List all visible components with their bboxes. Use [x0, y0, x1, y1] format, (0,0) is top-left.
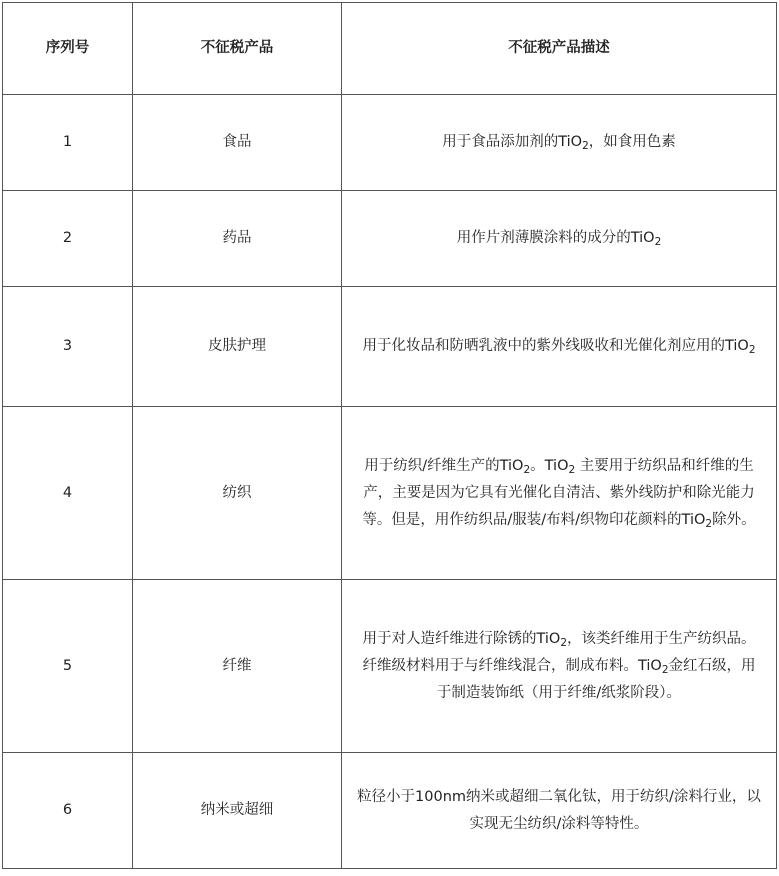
- row-description: 粒径小于100nm纳米或超细二氧化钛，用于纺织/涂料行业，以实现无尘纺织/涂料等特性。: [342, 753, 777, 869]
- row-index: 5: [3, 580, 133, 753]
- table-row: [3, 580, 777, 753]
- row-product: 纳米或超细: [133, 753, 342, 869]
- row-index: 2: [3, 191, 133, 287]
- row-description: 用于纺织/纤维生产的TiO$_2$。TiO$_2$ 主要用于纺织品和纤维的生产，主要是因为它具有光催化自清洁、紫外线防护和除光能力等。但是，用作纺织品/服装/布料/织物印花颜料的TiO$_2$除外。: [342, 407, 777, 580]
- table-header-row: [3, 3, 777, 95]
- row-product: 纤维: [133, 580, 342, 753]
- row-index: 3: [3, 287, 133, 407]
- header-product: 不征税产品: [133, 3, 342, 95]
- row-index: 4: [3, 407, 133, 580]
- table-row: [3, 287, 777, 407]
- row-description: 用于食品添加剂的TiO$_2$，如食用色素: [342, 95, 777, 191]
- table-row: [3, 191, 777, 287]
- row-index: 6: [3, 753, 133, 869]
- header-index: 序列号: [3, 3, 133, 95]
- table-row: [3, 407, 777, 580]
- table-row: [3, 95, 777, 191]
- row-description: 用作片剂薄膜涂料的成分的TiO$_2$: [342, 191, 777, 287]
- table-row: [3, 753, 777, 869]
- header-description: 不征税产品描述: [342, 3, 777, 95]
- row-product: 药品: [133, 191, 342, 287]
- product-table: [2, 2, 777, 869]
- row-description: 用于化妆品和防晒乳液中的紫外线吸收和光催化剂应用的TiO$_2$: [342, 287, 777, 407]
- row-product: 纺织: [133, 407, 342, 580]
- row-product: 食品: [133, 95, 342, 191]
- row-description: 用于对人造纤维进行除锈的TiO$_2$，该类纤维用于生产纺织品。纤维级材料用于与纤维线混合，制成布料。TiO$_2$金红石级，用于制造装饰纸（用于纤维/纸浆阶段）。: [342, 580, 777, 753]
- row-product: 皮肤护理: [133, 287, 342, 407]
- row-index: 1: [3, 95, 133, 191]
